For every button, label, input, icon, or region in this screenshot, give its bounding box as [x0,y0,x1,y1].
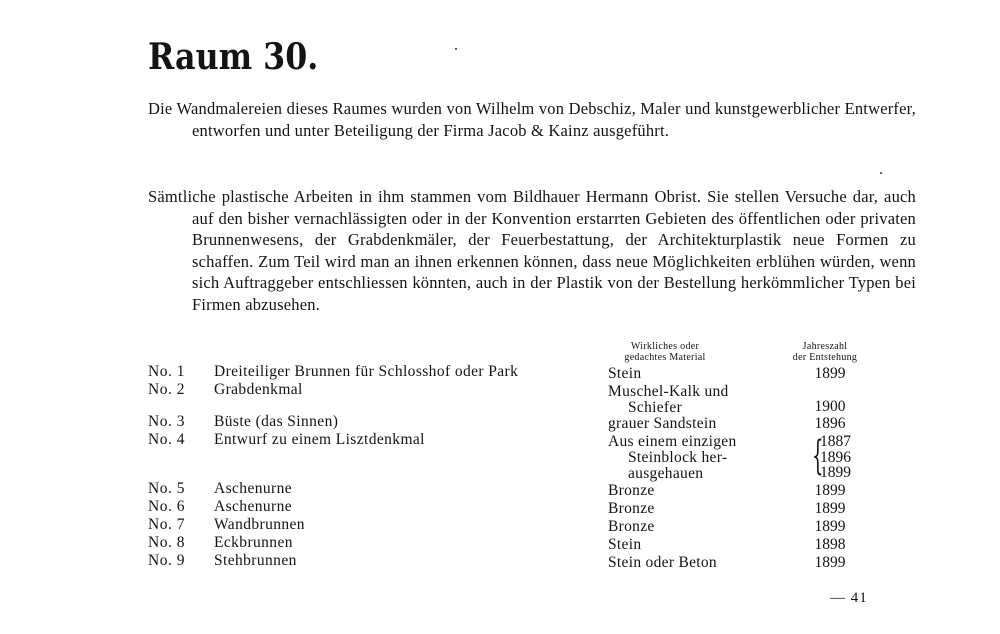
row-number: No. 3 [148,413,185,430]
paragraph-sculpture: Sämtliche plastische Arbeiten in ihm stammen vom Bildhauer Hermann Obrist. Sie stellen Versuche dar, auch auf den bisher vernachlässigten oder in der Konvention erstarrten Gebieten des öffentlichen oder privaten Brunnenwesens, der Grabdenkmäler, der Feuerbestattung, der Architekturplastik neue Formen zu schaffen. Zum Teil wird man an ihnen erkennen können, dass neue Möglichkeiten erblühen würden, wenn sich Auftraggeber entschliessen könnten, auch in der Plastik von der Bestellung herkömmlicher Typen bei Firmen abzusehen. [148,187,916,314]
row-material [608,416,717,432]
row-material [608,483,655,499]
row-title: Stehbrunnen [214,552,297,569]
row-title: Wandbrunnen [214,516,305,533]
row-material [608,501,655,517]
row-material [608,384,729,416]
row-material [608,537,641,553]
material-header-line: Wirkliches oder [630,341,700,352]
row-number: No. 4 [148,431,185,448]
material-line: Stein oder Beton [608,554,717,571]
material-column-header [600,341,730,363]
material-line: ausgehauen [628,465,704,482]
row-year: 1896 [820,448,851,466]
row-number: No. 7 [148,516,185,533]
year-header-line: Jahreszahl [802,341,848,352]
row-number: No. 6 [148,498,185,515]
row-title: Aschenurne [214,498,293,515]
brace-bracket: { [812,433,824,479]
row-year: 1899 [814,554,846,571]
row-year: 1887 [820,433,851,450]
material-line: Stein [608,365,642,382]
row-number: No. 1 [148,363,185,380]
scan-speck [455,48,457,50]
row-year: 1899 [814,500,846,517]
row-title: Büste (das Sinnen) [214,413,339,430]
row-years [820,434,851,481]
row-title: Entwurf zu einem Lisztdenkmal [214,431,425,448]
material-line: Schiefer [628,399,683,416]
paragraph-wall-paintings: Die Wandmalereien dieses Raumes wurden von Wilhelm von Debschiz, Maler und kunstgewerblicher Entwerfer, entworfen und unter Beteiligung der Firma Jacob & Kainz ausgeführt. [148,99,916,140]
row-material [608,519,655,535]
row-year: 1900 [814,398,846,415]
row-title: Aschenurne [214,480,293,497]
scan-speck [880,172,882,174]
page-title: Raum 30. [148,36,319,78]
material-line: Aus einem einzigen [608,433,737,450]
row-year: 1899 [814,365,846,382]
row-title: Grabdenkmal [214,381,303,398]
material-line: grauer Sandstein [608,415,717,432]
row-year: 1899 [814,482,846,499]
row-number: No. 8 [148,534,185,551]
material-line: Bronze [608,518,655,535]
year-column-header [775,341,875,363]
material-line: Bronze [608,482,655,499]
row-material [608,434,737,482]
row-material [608,366,641,382]
row-number: No. 5 [148,480,185,497]
row-material [608,555,717,571]
year-header-line: der Entstehung [792,352,858,363]
row-title: Eckbrunnen [214,534,293,551]
material-line: Muschel-Kalk und [608,383,729,400]
row-year: 1896 [814,415,846,432]
row-year: 1898 [814,536,846,553]
row-title: Dreiteiliger Brunnen für Schlosshof oder Park [214,363,519,380]
row-year: 1899 [814,518,846,535]
material-line: Bronze [608,500,655,517]
material-header-line: gedachtes Material [624,352,706,363]
material-line: Stein [608,536,642,553]
row-number: No. 2 [148,381,185,398]
row-number: No. 9 [148,552,185,569]
row-year: 1899 [820,464,851,481]
material-line: Steinblock her- [628,449,728,466]
page-number: — 41 [830,590,868,606]
